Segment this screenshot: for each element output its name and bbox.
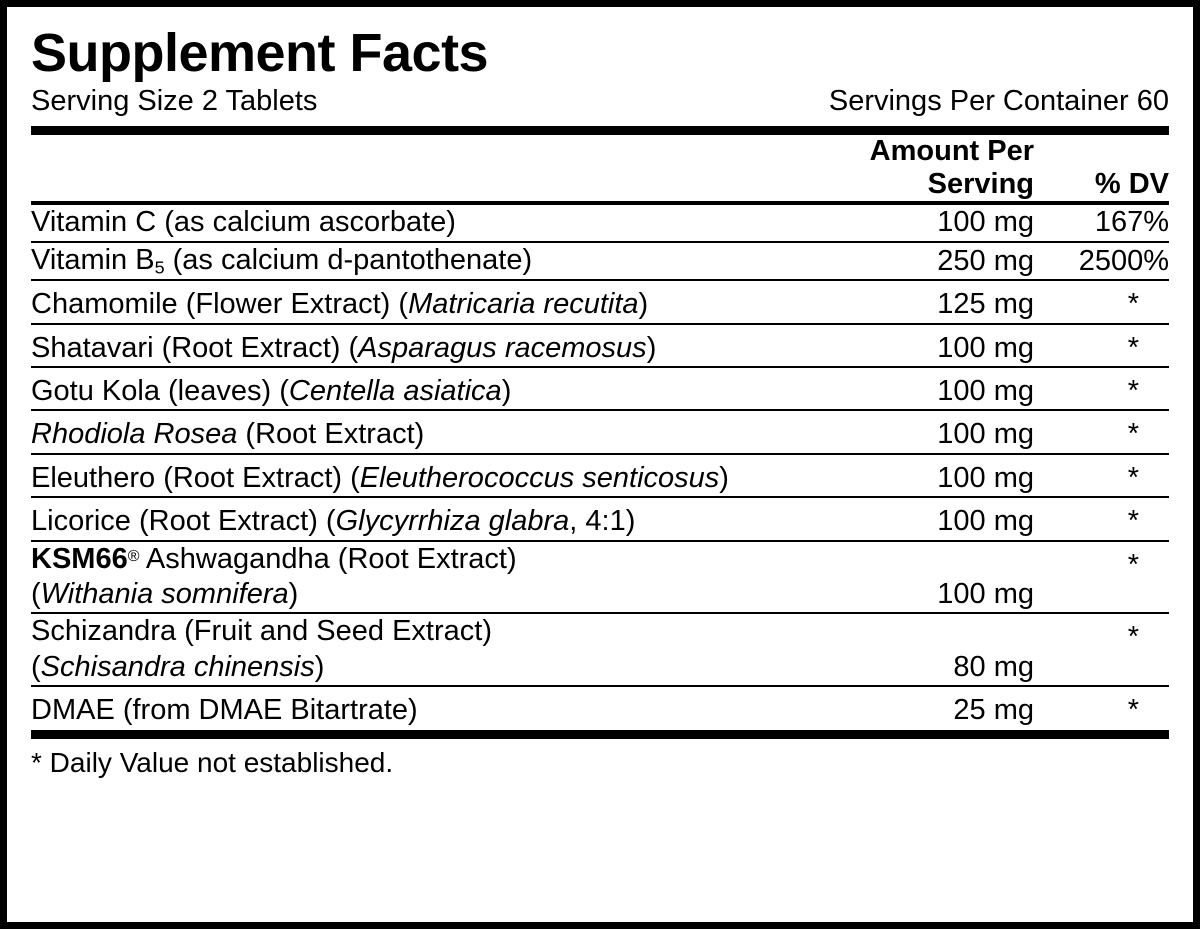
nutrient-name: DMAE (from DMAE Bitartrate) [31, 686, 864, 728]
serving-info [31, 84, 1169, 125]
page-title: Supplement Facts [31, 23, 489, 83]
nutrient-name: Shatavari (Root Extract) (Asparagus racemosus) [31, 324, 864, 367]
nutrient-daily-value: 2500% [1034, 242, 1169, 280]
nutrient-amount: 250 mg [864, 242, 1034, 280]
table-row [31, 280, 1169, 323]
nutrient-daily-value: * [1034, 613, 1169, 686]
serving-size: Serving Size 2 Tablets [31, 84, 318, 117]
nutrient-amount: 100 mg [864, 410, 1034, 453]
nutrient-amount: 100 mg [864, 497, 1034, 540]
nutrient-daily-value: * [1034, 541, 1169, 614]
nutrient-amount: 80 mg [864, 613, 1034, 686]
nutrient-amount: 100 mg [937, 206, 1034, 239]
nutrient-name: Gotu Kola (leaves) (Centella asiatica) [31, 367, 864, 410]
nutrient-name: KSM66® Ashwagandha (Root Extract) (Withania somnifera) [31, 541, 864, 614]
nutrient-rows [31, 205, 1169, 728]
nutrient-amount: 25 mg [864, 686, 1034, 728]
divider-thick-bottom [31, 730, 1169, 739]
nutrient-amount: 100 mg [864, 324, 1034, 367]
amount-per-serving-header: Amount Per Serving [869, 135, 1034, 201]
servings-per-container: Servings Per Container 60 [828, 84, 1169, 117]
nutrient-amount: 100 mg [864, 541, 1034, 614]
table-row [31, 541, 1169, 614]
nutrient-amount: 125 mg [864, 280, 1034, 323]
nutrient-name: Schizandra (Fruit and Seed Extract) (Schisandra chinensis) [31, 613, 864, 686]
nutrient-daily-value: * [1034, 367, 1169, 410]
nutrient-name: Vitamin C (as calcium ascorbate) [31, 206, 456, 239]
nutrition-table [31, 135, 1169, 201]
nutrient-daily-value: * [1034, 410, 1169, 453]
nutrient-name: Rhodiola Rosea (Root Extract) [31, 410, 864, 453]
nutrient-daily-value: * [1034, 324, 1169, 367]
table-row [31, 454, 1169, 497]
table-row [31, 242, 1169, 280]
nutrient-daily-value: 167% [1094, 206, 1169, 239]
table-row [31, 324, 1169, 367]
footnote: * Daily Value not established. [31, 747, 394, 779]
nutrient-daily-value: * [1034, 686, 1169, 728]
table-row [31, 497, 1169, 540]
divider-thick-top [31, 126, 1169, 135]
table-header-row [31, 135, 1169, 201]
nutrient-name: Licorice (Root Extract) (Glycyrrhiza glabra, 4:1) [31, 497, 864, 540]
nutrient-name: Chamomile (Flower Extract) (Matricaria recutita) [31, 280, 864, 323]
nutrient-daily-value: * [1034, 497, 1169, 540]
table-row [31, 205, 1169, 241]
nutrient-amount: 100 mg [864, 454, 1034, 497]
table-row [31, 410, 1169, 453]
table-row [31, 613, 1169, 686]
nutrient-daily-value: * [1034, 454, 1169, 497]
percent-dv-header: % DV [1094, 168, 1169, 201]
table-row [31, 367, 1169, 410]
table-row [31, 686, 1169, 728]
nutrient-daily-value: * [1034, 280, 1169, 323]
nutrient-name: Eleuthero (Root Extract) (Eleutherococcus senticosus) [31, 454, 864, 497]
nutrient-name: Vitamin $B_5$ (as calcium d-pantothenate) [31, 242, 864, 280]
nutrient-amount: 100 mg [864, 367, 1034, 410]
